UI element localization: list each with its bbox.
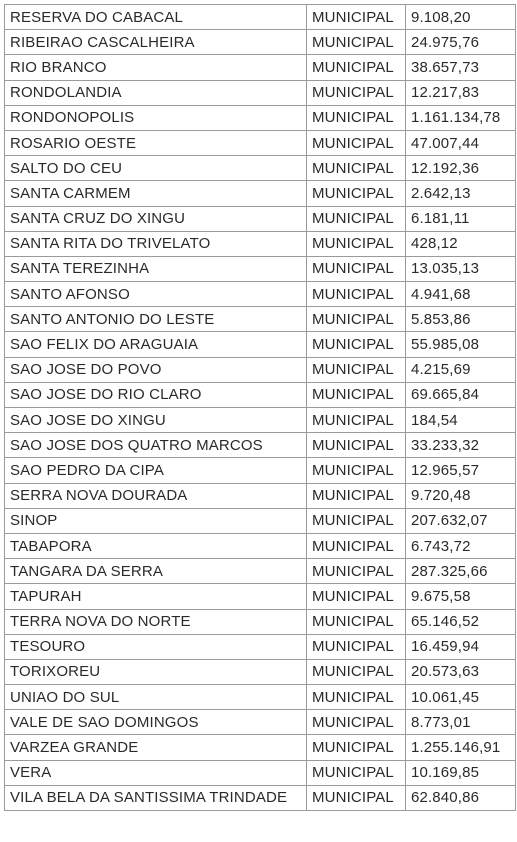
- value-cell[interactable]: 13.035,13: [406, 256, 516, 281]
- table-row: [5, 332, 516, 357]
- table-row: [5, 80, 516, 105]
- municipality-cell[interactable]: TANGARA DA SERRA: [5, 559, 307, 584]
- type-cell[interactable]: MUNICIPAL: [307, 735, 406, 760]
- municipality-cell[interactable]: TESOURO: [5, 634, 307, 659]
- type-cell[interactable]: MUNICIPAL: [307, 332, 406, 357]
- table-row: [5, 710, 516, 735]
- municipality-cell[interactable]: RIBEIRAO CASCALHEIRA: [5, 30, 307, 55]
- municipality-cell[interactable]: SANTA TEREZINHA: [5, 256, 307, 281]
- municipality-cell[interactable]: RONDONOPOLIS: [5, 105, 307, 130]
- type-cell[interactable]: MUNICIPAL: [307, 55, 406, 80]
- type-cell[interactable]: MUNICIPAL: [307, 130, 406, 155]
- value-cell[interactable]: 12.965,57: [406, 458, 516, 483]
- type-cell[interactable]: MUNICIPAL: [307, 584, 406, 609]
- municipality-cell[interactable]: SERRA NOVA DOURADA: [5, 483, 307, 508]
- table-row: [5, 483, 516, 508]
- value-cell[interactable]: 38.657,73: [406, 55, 516, 80]
- value-cell[interactable]: 6.181,11: [406, 206, 516, 231]
- value-cell[interactable]: 1.161.134,78: [406, 105, 516, 130]
- table-row: [5, 156, 516, 181]
- municipality-cell[interactable]: TABAPORA: [5, 533, 307, 558]
- type-cell[interactable]: MUNICIPAL: [307, 760, 406, 785]
- value-cell[interactable]: 12.217,83: [406, 80, 516, 105]
- table-row: [5, 533, 516, 558]
- table-row: [5, 5, 516, 30]
- type-cell[interactable]: MUNICIPAL: [307, 80, 406, 105]
- table-row: [5, 508, 516, 533]
- table-row: [5, 634, 516, 659]
- type-cell[interactable]: MUNICIPAL: [307, 30, 406, 55]
- value-cell[interactable]: 9.720,48: [406, 483, 516, 508]
- municipality-cell[interactable]: SINOP: [5, 508, 307, 533]
- value-cell[interactable]: 9.108,20: [406, 5, 516, 30]
- type-cell[interactable]: MUNICIPAL: [307, 282, 406, 307]
- value-cell[interactable]: 16.459,94: [406, 634, 516, 659]
- value-cell[interactable]: 55.985,08: [406, 332, 516, 357]
- municipality-cell[interactable]: TERRA NOVA DO NORTE: [5, 609, 307, 634]
- type-cell[interactable]: MUNICIPAL: [307, 710, 406, 735]
- table-row: [5, 735, 516, 760]
- type-cell[interactable]: MUNICIPAL: [307, 685, 406, 710]
- value-cell[interactable]: 33.233,32: [406, 433, 516, 458]
- municipality-cell[interactable]: SAO FELIX DO ARAGUAIA: [5, 332, 307, 357]
- table-row: [5, 559, 516, 584]
- type-cell[interactable]: MUNICIPAL: [307, 659, 406, 684]
- type-cell[interactable]: MUNICIPAL: [307, 433, 406, 458]
- table-row: [5, 408, 516, 433]
- value-cell[interactable]: 6.743,72: [406, 533, 516, 558]
- table-row: [5, 357, 516, 382]
- table-row: [5, 458, 516, 483]
- type-cell[interactable]: MUNICIPAL: [307, 458, 406, 483]
- value-cell[interactable]: 207.632,07: [406, 508, 516, 533]
- value-cell[interactable]: 47.007,44: [406, 130, 516, 155]
- table-row: [5, 256, 516, 281]
- value-cell[interactable]: 65.146,52: [406, 609, 516, 634]
- type-cell[interactable]: MUNICIPAL: [307, 307, 406, 332]
- value-cell[interactable]: 24.975,76: [406, 30, 516, 55]
- type-cell[interactable]: MUNICIPAL: [307, 357, 406, 382]
- table-row: [5, 433, 516, 458]
- municipality-cell[interactable]: SANTA CRUZ DO XINGU: [5, 206, 307, 231]
- type-cell[interactable]: MUNICIPAL: [307, 508, 406, 533]
- table-row: [5, 181, 516, 206]
- value-cell[interactable]: 428,12: [406, 231, 516, 256]
- value-cell[interactable]: 4.215,69: [406, 357, 516, 382]
- municipality-cell[interactable]: RESERVA DO CABACAL: [5, 5, 307, 30]
- value-cell[interactable]: 1.255.146,91: [406, 735, 516, 760]
- table-row: [5, 785, 516, 810]
- municipality-cell[interactable]: VERA: [5, 760, 307, 785]
- type-cell[interactable]: MUNICIPAL: [307, 181, 406, 206]
- value-cell[interactable]: 62.840,86: [406, 785, 516, 810]
- municipality-cell[interactable]: SAO JOSE DO XINGU: [5, 408, 307, 433]
- table-row: [5, 760, 516, 785]
- value-cell[interactable]: 69.665,84: [406, 382, 516, 407]
- value-cell[interactable]: 184,54: [406, 408, 516, 433]
- table-row: [5, 659, 516, 684]
- value-cell[interactable]: 8.773,01: [406, 710, 516, 735]
- municipality-cell[interactable]: SAO JOSE DO RIO CLARO: [5, 382, 307, 407]
- table-row: [5, 231, 516, 256]
- value-cell[interactable]: 2.642,13: [406, 181, 516, 206]
- value-cell[interactable]: 9.675,58: [406, 584, 516, 609]
- municipality-cell[interactable]: VARZEA GRANDE: [5, 735, 307, 760]
- type-cell[interactable]: MUNICIPAL: [307, 156, 406, 181]
- municipality-cell[interactable]: SANTA RITA DO TRIVELATO: [5, 231, 307, 256]
- table-row: [5, 282, 516, 307]
- table-row: [5, 130, 516, 155]
- municipality-cell[interactable]: RIO BRANCO: [5, 55, 307, 80]
- type-cell[interactable]: MUNICIPAL: [307, 206, 406, 231]
- table-row: [5, 307, 516, 332]
- municipality-cell[interactable]: SALTO DO CEU: [5, 156, 307, 181]
- municipality-cell[interactable]: VILA BELA DA SANTISSIMA TRINDADE: [5, 785, 307, 810]
- type-cell[interactable]: MUNICIPAL: [307, 483, 406, 508]
- table-row: [5, 105, 516, 130]
- table-row: [5, 30, 516, 55]
- type-cell[interactable]: MUNICIPAL: [307, 785, 406, 810]
- type-cell[interactable]: MUNICIPAL: [307, 408, 406, 433]
- municipality-cell[interactable]: SAO JOSE DO POVO: [5, 357, 307, 382]
- municipality-cell[interactable]: VALE DE SAO DOMINGOS: [5, 710, 307, 735]
- value-cell[interactable]: 20.573,63: [406, 659, 516, 684]
- municipality-cell[interactable]: SAO JOSE DOS QUATRO MARCOS: [5, 433, 307, 458]
- type-cell[interactable]: MUNICIPAL: [307, 382, 406, 407]
- type-cell[interactable]: MUNICIPAL: [307, 559, 406, 584]
- municipality-cell[interactable]: TAPURAH: [5, 584, 307, 609]
- type-cell[interactable]: MUNICIPAL: [307, 533, 406, 558]
- value-cell[interactable]: 10.061,45: [406, 685, 516, 710]
- type-cell[interactable]: MUNICIPAL: [307, 256, 406, 281]
- type-cell[interactable]: MUNICIPAL: [307, 231, 406, 256]
- type-cell[interactable]: MUNICIPAL: [307, 634, 406, 659]
- type-cell[interactable]: MUNICIPAL: [307, 609, 406, 634]
- municipality-cell[interactable]: RONDOLANDIA: [5, 80, 307, 105]
- data-table: [4, 4, 516, 811]
- table-row: [5, 609, 516, 634]
- value-cell[interactable]: 5.853,86: [406, 307, 516, 332]
- municipality-cell[interactable]: SANTA CARMEM: [5, 181, 307, 206]
- municipality-cell[interactable]: TORIXOREU: [5, 659, 307, 684]
- municipality-cell[interactable]: UNIAO DO SUL: [5, 685, 307, 710]
- value-cell[interactable]: 12.192,36: [406, 156, 516, 181]
- municipality-cell[interactable]: SANTO AFONSO: [5, 282, 307, 307]
- type-cell[interactable]: MUNICIPAL: [307, 5, 406, 30]
- table-row: [5, 685, 516, 710]
- municipality-cell[interactable]: ROSARIO OESTE: [5, 130, 307, 155]
- value-cell[interactable]: 10.169,85: [406, 760, 516, 785]
- table-row: [5, 382, 516, 407]
- value-cell[interactable]: 4.941,68: [406, 282, 516, 307]
- table-row: [5, 584, 516, 609]
- municipality-cell[interactable]: SAO PEDRO DA CIPA: [5, 458, 307, 483]
- table-row: [5, 55, 516, 80]
- municipality-cell[interactable]: SANTO ANTONIO DO LESTE: [5, 307, 307, 332]
- table-body: [5, 5, 516, 811]
- value-cell[interactable]: 287.325,66: [406, 559, 516, 584]
- type-cell[interactable]: MUNICIPAL: [307, 105, 406, 130]
- table-row: [5, 206, 516, 231]
